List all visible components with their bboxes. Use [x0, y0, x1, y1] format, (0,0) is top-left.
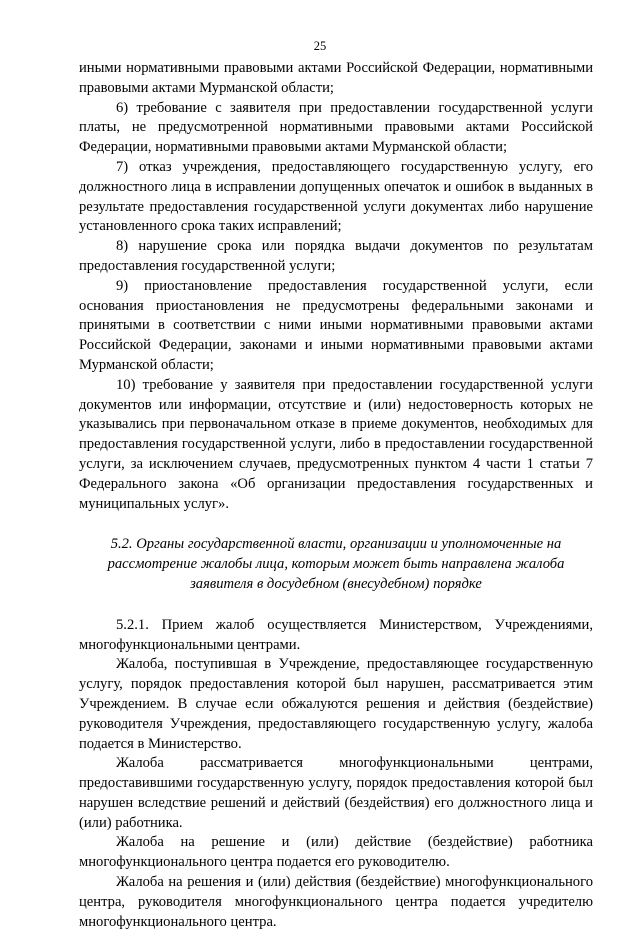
paragraph: 5.2.1. Прием жалоб осуществляется Министерством, Учреждениями, многофункциональными центрами. [79, 616, 593, 653]
section-heading: 5.2. Органы государственной власти, организации и уполномоченные на рассмотрение жалобы лица, которым может быть направлена жалоба заявителя в досудебном (внесудебном) порядке [107, 536, 565, 592]
paragraph: Жалоба рассматривается многофункциональными центрами, предоставившими государственную услугу, порядок предоставления которой был нарушен вследствие решений и действий (бездействия) его должностного лица и (или) работника. [79, 755, 593, 831]
paragraph: 8) нарушение срока или порядка выдачи документов по результатам предоставления государственной услуги; [79, 238, 593, 274]
paragraph: Жалоба на решение и (или) действие (бездействие) работника многофункционального центра подается его руководителю. [79, 834, 593, 871]
paragraph: Жалоба, поступившая в Учреждение, предоставляющее государственную услугу, порядок предоставления которой был нарушен, рассматривается этим Учреждением. В случае если обжалуются решения и действия (бездействие) руководителя Учреждения, предоставляющего государственную услугу, жалоба подается в Министерство. [79, 656, 593, 752]
paragraph: 10) требование у заявителя при предоставлении государственной услуги документов или информации, отсутствие и (или) недостоверность которых не указывались при первоначальном отказе в приеме документов, необходимых для предоставления государственной услуги, либо в предоставлении государственной услуги, за исключением случаев, предусмотренных пунктом 4 части 1 статьи 7 Федерального закона «Об организации предоставления государственных и муниципальных услуг». [79, 376, 593, 512]
paragraph: 9) приостановление предоставления государственной услуги, если основания приостановления не предусмотрены федеральными законами и принятыми в соответствии с ними иными нормативными правовыми актами Российской Федерации, законами и иными нормативными правовыми актами Мурманской области; [79, 277, 593, 373]
paragraph: Жалоба на решения и (или) действия (бездействие) многофункционального центра, руководителя многофункционального центра подается учредителю многофункционального центра. [79, 874, 593, 930]
page-number: 25 [313, 39, 327, 53]
paragraph: иными нормативными правовыми актами Российской Федерации, нормативными правовыми актами Мурманской области; [79, 60, 593, 96]
paragraph: 7) отказ учреждения, предоставляющего государственную услугу, его должностного лица в исправлении допущенных опечаток и ошибок в выданных в результате предоставления государственной услуги документах либо нарушение установленного срока таких исправлений; [79, 158, 593, 235]
document-body [79, 59, 593, 932]
paragraph: 6) требование с заявителя при предоставлении государственной услуги платы, не предусмотренной нормативными правовыми актами Российской Федерации, нормативными правовыми актами Мурманской области; [79, 99, 593, 156]
